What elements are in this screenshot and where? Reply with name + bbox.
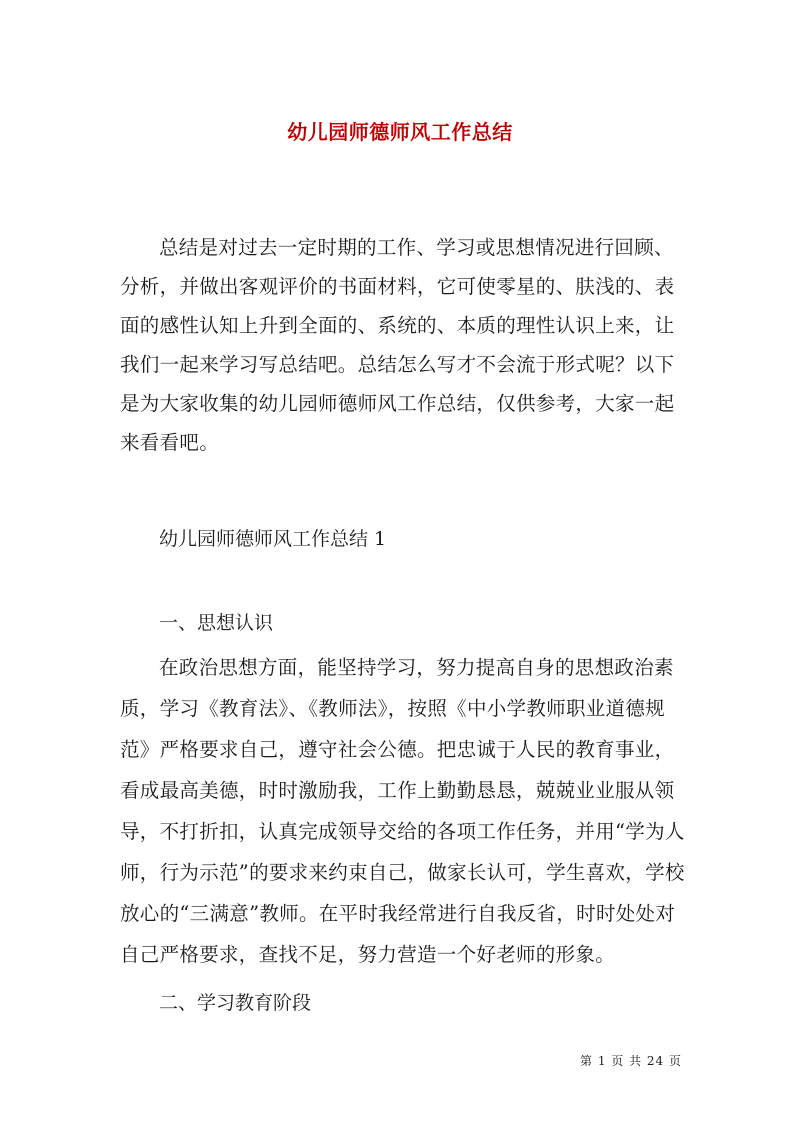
document-title: 幼儿园师德师风工作总结 [287, 120, 513, 145]
section-title: 幼儿园师德师风工作总结 1 [159, 528, 387, 550]
heading-study-education: 二、学习教育阶段 [159, 992, 312, 1014]
intro-paragraph: 总结是对过去一定时期的工作、学习或思想情况进行回顾、分析，并做出客观评价的书面材料，它可使零星的、肤浅的、表面的感性认知上升到全面的、系统的、本质的理性认识上来，让我们一起来学习写总结吧。总结怎么写才不会流于形式呢？以下是为大家收集的幼儿园师德师风工作总结，仅供参考，大家一起来看看吧。 [120, 236, 675, 454]
body-paragraph: 在政治思想方面，能坚持学习，努力提高自身的思想政治素质，学习《教育法》、《教师法》，按照《中小学教师职业道德规范》严格要求自己，遵守社会公德。把忠诚于人民的教育事业，看成最高美德，时时激励我，工作上勤勤恳恳，兢兢业业服从领导，不打折扣，认真完成领导交给的各项工作任务，并用“学为人师，行为示范”的要求来约束自己，做家长认可，学生喜欢，学校放心的“三满意”教师。在平时我经常进行自我反省，时时处处对自己严格要求，查找不足，努力营造一个好老师的形象。 [120, 656, 685, 966]
page-number-footer: 第 1 页 共 24 页 [580, 1054, 682, 1068]
heading-thought-awareness: 一、思想认识 [159, 612, 274, 634]
